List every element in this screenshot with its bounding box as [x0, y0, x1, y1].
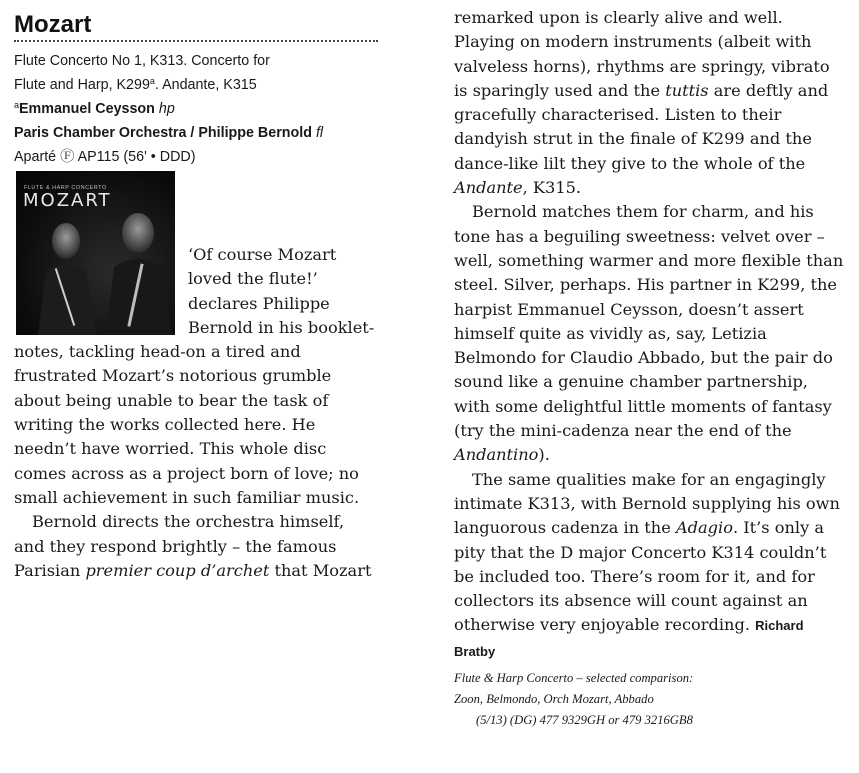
release-details — [14, 49, 378, 169]
paragraph-4: The same qualities make for an engagingly intimate K313, with Bernold supplying his own languorous cadenza in the Adagio. It’s only a pity that the D major Concerto K314 couldn’t be included too. There’s room for it, and for collectors its absence will count against an otherwise very enjoyable recording. Richard Bratby — [454, 469, 840, 659]
reviewer-signature: Richard Bratby — [454, 618, 804, 659]
paragraph-1: ‘Of course Mozart loved the flute!’ declares Philippe Bernold in his booklet-notes, tackling head-on a tired and frustrated Mozart’s notorious grumble about being unable to bear the task of writing the works collected here. He needn’t have worried. This whole disc comes across as a project born of love; no small achievement in such familiar music. — [14, 245, 375, 507]
right-column — [454, 6, 846, 731]
cover-kicker: FLUTE & HARP CONCERTO — [24, 185, 107, 191]
paragraph-2-continued: remarked upon is clearly alive and well. Playing on modern instruments (albeit with valveless horns), rhythms are springy, vibrato is sparingly used and the tuttis are deftly and gracefully characterised. Listen to their dandyish strut in the finale of K299 and the dance-like lilt they give to the whole of the Andante, K315. — [454, 8, 830, 198]
dotted-rule — [14, 40, 378, 42]
composer-heading: Mozart — [14, 11, 92, 38]
ensemble-credit: Paris Chamber Orchestra / Philippe Bernold fl — [14, 125, 324, 141]
left-body-text — [14, 169, 378, 583]
cover-title: MOZART — [23, 190, 112, 211]
harpist-credit: $^a$Emmanuel Ceysson hp — [14, 100, 175, 117]
works-line-2: Flute and Harp, K299$^a$. Andante, K315 — [14, 76, 257, 93]
paragraph-3: Bernold matches them for charm, and his tone has a beguiling sweetness: velvet over – well, something warmer and more flexible than steel. Silver, perhaps. His partner in K299, the harpist Emmanuel Ceysson, doesn’t assert himself quite as vividly as, say, Letizia Belmondo for Claudio Abbado, but the pair do sound like a genuine chamber partnership, with some delightful little moments of fantasy (try the mini-cadenza near the end of the Andantino). — [454, 202, 844, 465]
comparison-heading: Flute & Harp Concerto – selected comparison: — [454, 671, 694, 686]
comparison-catalogue: (5/13) (DG) 477 9329GH or 479 3216GB8 — [476, 713, 693, 728]
left-column — [14, 10, 378, 583]
label-catalogue: Aparté Ⓕ AP115 (56' • DDD) — [14, 149, 196, 165]
paragraph-2-start: Bernold directs the orchestra himself, and they respond brightly – the famous Parisian premier coup d’archet that Mozart — [14, 512, 372, 580]
comparison-artists: Zoon, Belmondo, Orch Mozart, Abbado — [454, 692, 654, 707]
comparison-note — [454, 668, 846, 731]
works-line-1: Flute Concerto No 1, K313. Concerto for — [14, 53, 270, 69]
album-cover — [16, 171, 175, 335]
